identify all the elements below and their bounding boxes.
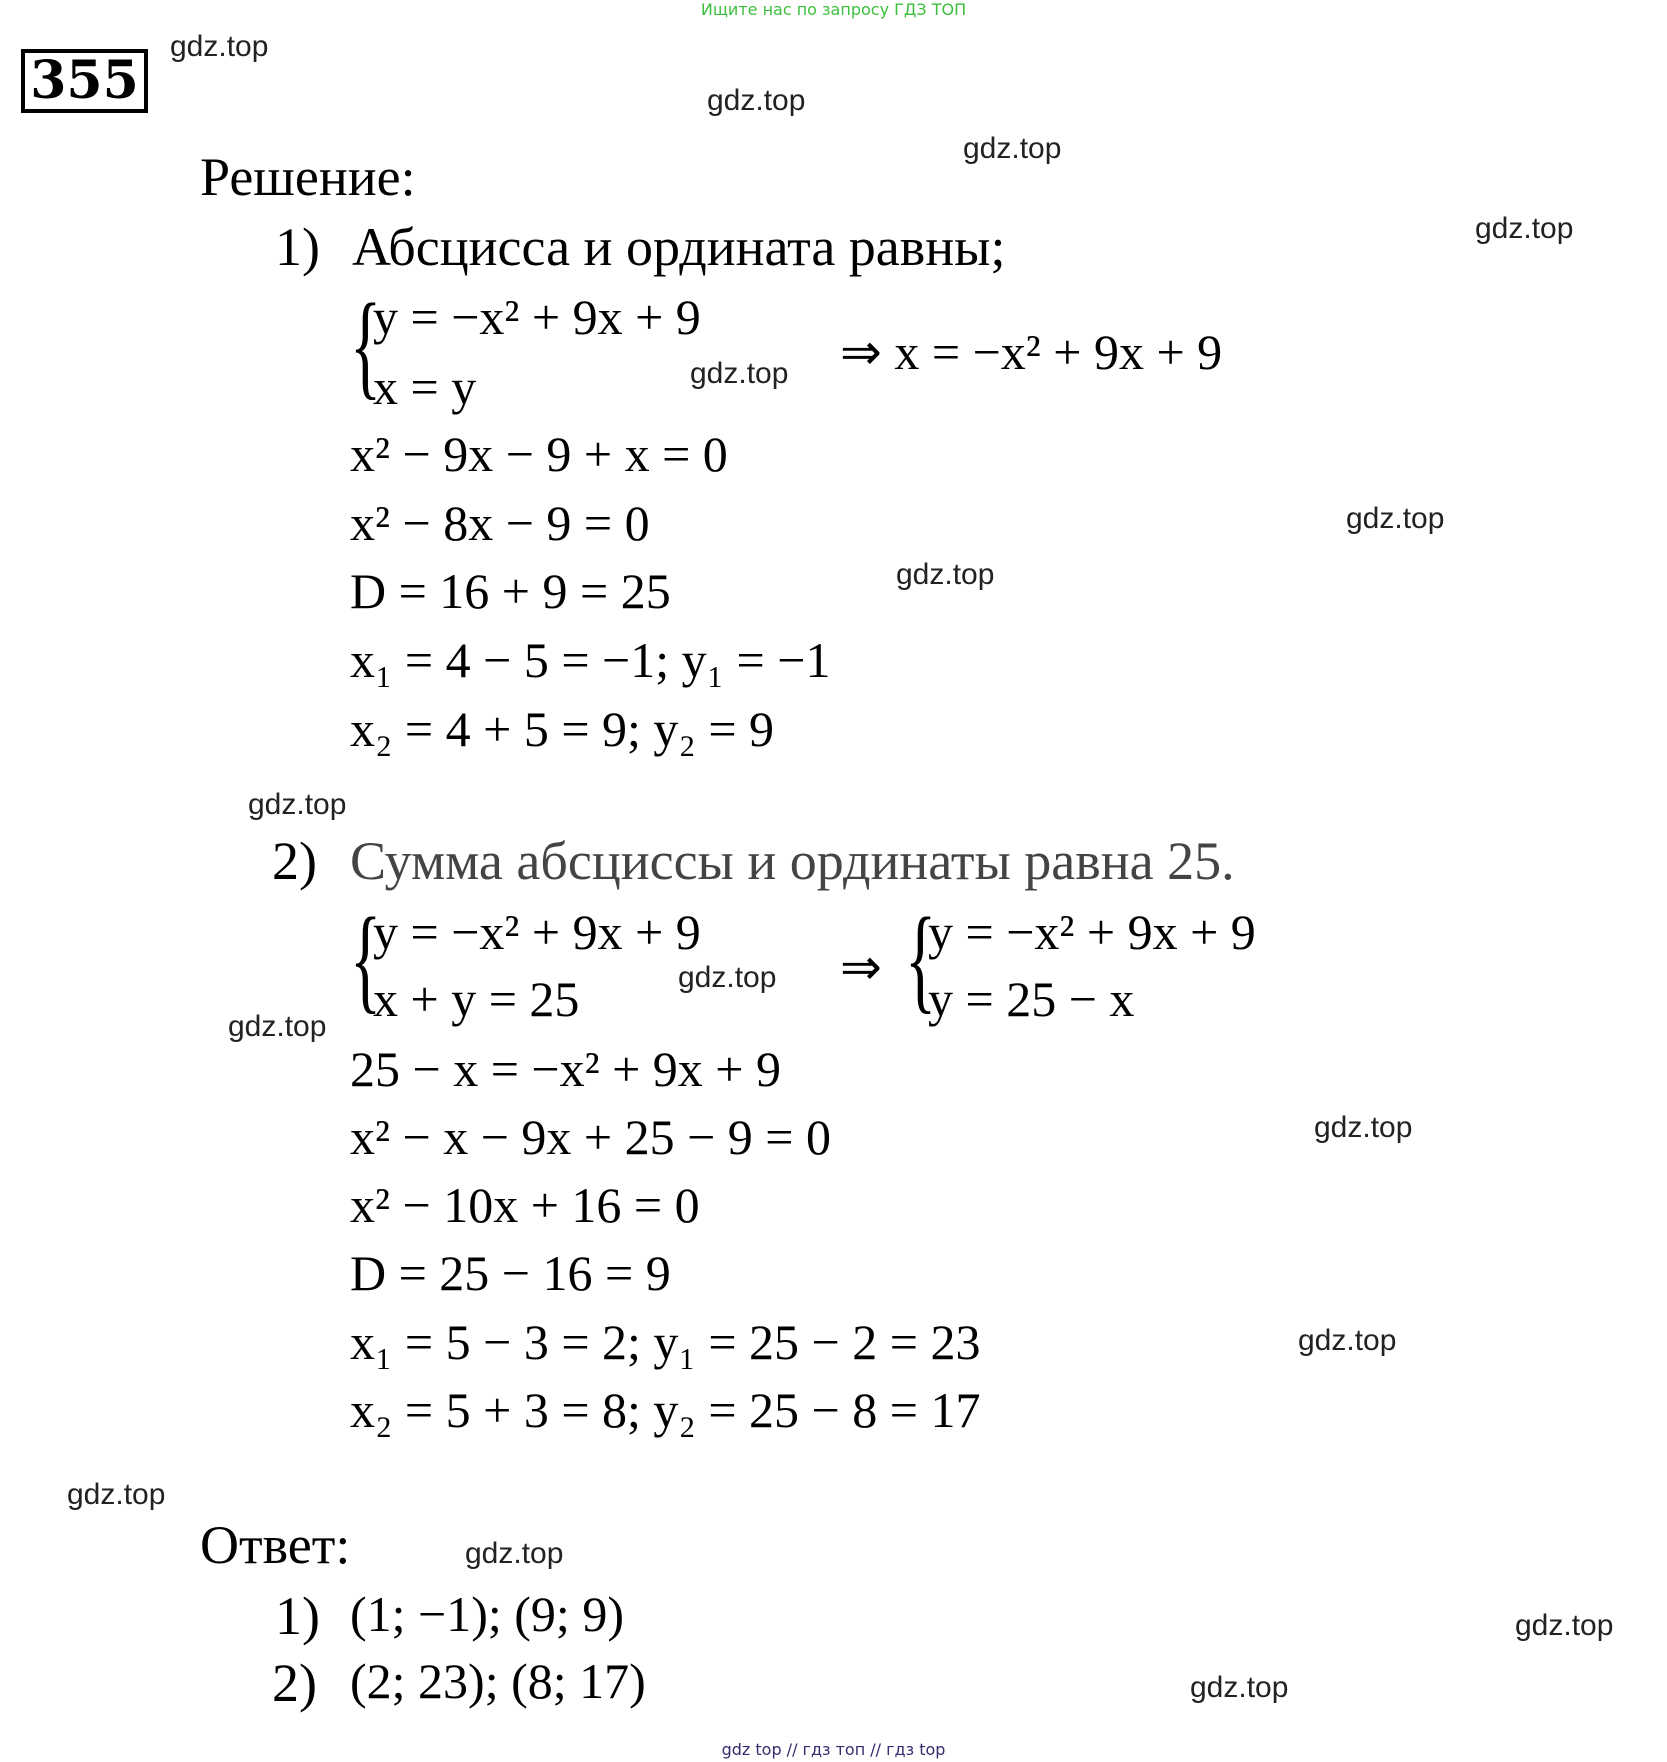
part1-title: Абсцисса и ордината равны; — [352, 217, 1006, 277]
watermark: gdz.top — [1314, 1111, 1413, 1144]
top-banner-text: Ищите нас по запросу ГДЗ ТОП — [700, 0, 967, 19]
part2-step: x² − x − 9x + 25 − 9 = 0 — [350, 1109, 831, 1165]
part2-number: 2) — [272, 831, 317, 891]
watermark: gdz.top — [678, 961, 777, 994]
watermark: gdz.top — [1515, 1609, 1614, 1642]
system-brace: { — [350, 893, 382, 1024]
part2-step: x₁ = 5 − 3 = 2; y₁ = 25 − 2 = 23 — [350, 1314, 981, 1370]
part2-implies: ⇒ — [840, 939, 882, 995]
watermark: gdz.top — [1346, 502, 1445, 535]
answer-number: 1) — [275, 1586, 320, 1646]
watermark: gdz.top — [67, 1478, 166, 1511]
watermark: gdz.top — [465, 1537, 564, 1570]
part1-step: D = 16 + 9 = 25 — [350, 563, 671, 619]
part1-implies: ⇒ x = −x² + 9x + 9 — [840, 324, 1223, 380]
system-brace: { — [905, 893, 937, 1024]
part1-step: x₁ = 4 − 5 = −1; y₁ = −1 — [350, 632, 831, 688]
part2-step: D = 25 − 16 = 9 — [350, 1245, 671, 1301]
system-brace: { — [350, 279, 382, 410]
part1-step: x² − 8x − 9 = 0 — [350, 495, 650, 551]
part2-system-line1: y = −x² + 9x + 9 — [373, 904, 701, 960]
answer-value: (1; −1); (9; 9) — [350, 1586, 624, 1642]
part1-step: x₂ = 4 + 5 = 9; y₂ = 9 — [350, 701, 775, 757]
bottom-banner-text: gdz top // гдз топ // гдз top — [721, 1740, 946, 1759]
watermark: gdz.top — [1298, 1324, 1397, 1357]
part2-step: x₂ = 5 + 3 = 8; y₂ = 25 − 8 = 17 — [350, 1382, 981, 1438]
part2-system2-line1: y = −x² + 9x + 9 — [928, 904, 1256, 960]
part2-system2-line2: y = 25 − x — [928, 971, 1135, 1027]
answer-number: 2) — [272, 1653, 317, 1713]
part2-step: 25 − x = −x² + 9x + 9 — [350, 1041, 781, 1097]
answer-heading: Ответ: — [200, 1515, 351, 1575]
watermark: gdz.top — [963, 132, 1062, 165]
part2-title: Сумма абсциссы и ординаты равна 25. — [350, 831, 1235, 891]
part1-system-line2: x = y — [373, 359, 477, 415]
problem-number: 355 — [21, 49, 148, 113]
part1-number: 1) — [275, 217, 320, 277]
watermark: gdz.top — [1190, 1671, 1289, 1704]
watermark: gdz.top — [170, 30, 269, 63]
part1-system-line1: y = −x² + 9x + 9 — [373, 289, 701, 345]
watermark: gdz.top — [896, 558, 995, 591]
solution-heading: Решение: — [200, 147, 416, 207]
watermark: gdz.top — [690, 357, 789, 390]
part2-step: x² − 10x + 16 = 0 — [350, 1177, 700, 1233]
part1-step: x² − 9x − 9 + x = 0 — [350, 426, 728, 482]
answer-value: (2; 23); (8; 17) — [350, 1653, 646, 1709]
watermark: gdz.top — [248, 788, 347, 821]
watermark: gdz.top — [228, 1010, 327, 1043]
watermark: gdz.top — [1475, 212, 1574, 245]
part2-system-line2: x + y = 25 — [373, 971, 580, 1027]
watermark: gdz.top — [707, 84, 806, 117]
